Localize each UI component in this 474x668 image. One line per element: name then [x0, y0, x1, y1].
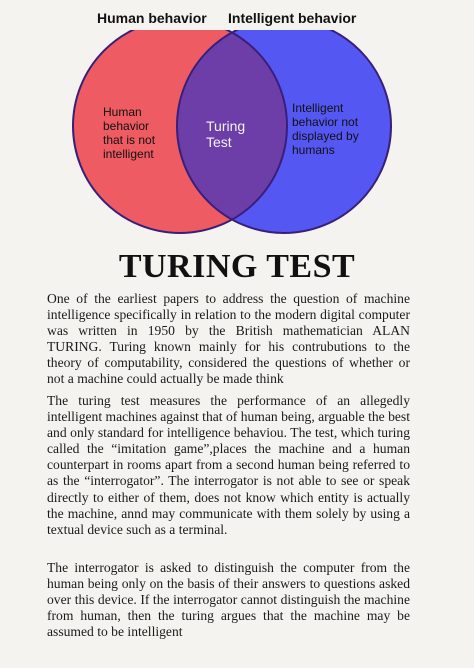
paragraph-conclusion: The interrogator is asked to distinguish the computer from the human being only on the basis of their answers to questions asked over this device. If the interrogator cannot distinguish the machine from human, then the turing argues that the machine may be assumed to be intelligent	[47, 560, 410, 640]
venn-diagram	[0, 30, 474, 245]
venn-right-text: Intelligent behavior not displayed by humans	[292, 101, 359, 157]
paragraph-test-description: The turing test measures the performance of an allegedly intelligent machines against that of human being, arguable the best and only standard for intelligence behaviou. The test, which turing called the “imitation game”,places the machine and a human counterpart in rooms apart from a second human being referred to as the “interrogator”. The interrogator is not able to see or speak directly to either of them, does not know which entity is actually the machine, annd may communicate with them solely by using a textual device such as a terminal.	[47, 393, 410, 537]
venn-right-heading: Intelligent behavior	[228, 10, 357, 26]
venn-left-heading: Human behavior	[97, 10, 207, 26]
venn-center-text: Turing Test	[206, 118, 246, 150]
paragraph-intro: One of the earliest papers to address the question of machine intelligence specifically in relation to the modern digital computer was written in 1950 by the British mathematician ALAN TURING. Turing known mainly for his contrubutions to the theory of computability, considered the questions of whether or not a machine could actually be made think	[47, 291, 410, 387]
page-title: TURING TEST	[118, 248, 356, 285]
venn-left-text: Human behavior that is not intelligent	[103, 105, 156, 161]
